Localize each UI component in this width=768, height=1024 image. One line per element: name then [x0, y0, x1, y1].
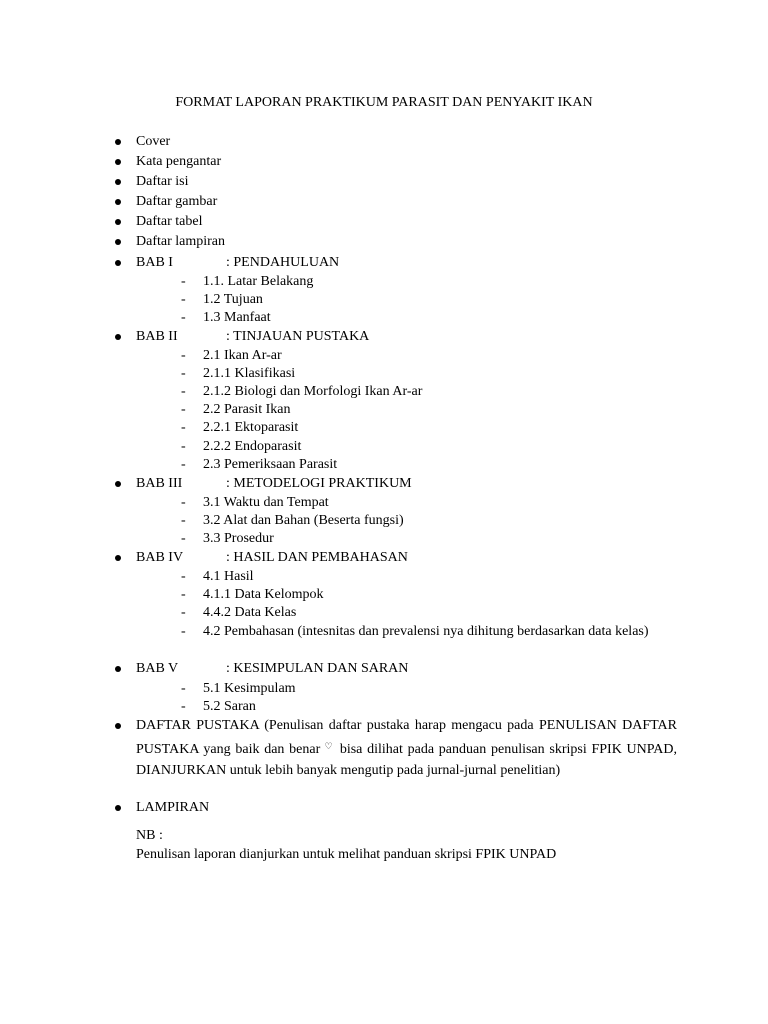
subsection-item: - 5.1 Kesimpulam	[181, 680, 296, 696]
list-item: Kata pengantar	[0, 152, 768, 172]
bullet-icon	[115, 723, 121, 729]
subsection-item: - 3.1 Waktu dan Tempat	[181, 494, 329, 510]
bullet-icon	[115, 219, 121, 225]
list-item: Daftar gambar	[0, 192, 768, 212]
subsection-item: - 4.1.1 Data Kelompok	[181, 587, 324, 603]
subsection-item: - 2.2 Parasit Ikan	[181, 402, 291, 418]
subsection-item: - 2.2.1 Ektoparasit	[181, 420, 299, 436]
bullet-icon	[115, 481, 121, 487]
list-item: Daftar lampiran	[0, 232, 768, 252]
list-item: Cover	[0, 132, 768, 152]
bullet-icon	[115, 139, 121, 145]
subsection-item: - 1.1. Latar Belakang	[181, 273, 314, 289]
bullet-icon	[115, 555, 121, 561]
chapter-heading: BAB III : METODELOGI PRAKTIKUM	[0, 474, 768, 494]
bullet-icon	[115, 179, 121, 185]
bullet-icon	[115, 239, 121, 245]
list-item: Daftar tabel	[0, 212, 768, 232]
nb-text: Penulisan laporan dianjurkan untuk melihat panduan skripsi FPIK UNPAD	[136, 847, 557, 862]
outline-list	[0, 132, 768, 818]
bullet-icon	[115, 260, 121, 266]
subsection-item: - 2.1.1 Klasifikasi	[181, 366, 296, 382]
heart-icon: ♡	[323, 741, 334, 752]
subsection-item: - 4.1 Hasil	[181, 569, 254, 585]
subsection-item: - 5.2 Saran	[181, 698, 256, 714]
subsection-item: - 2.2.2 Endoparasit	[181, 438, 302, 454]
document-title: FORMAT LAPORAN PRAKTIKUM PARASIT DAN PENYAKIT IKAN	[175, 95, 593, 110]
list-item: LAMPIRAN	[0, 798, 768, 818]
nb-label: NB :	[136, 828, 163, 843]
subsection-item: - 2.1 Ikan Ar-ar	[181, 348, 282, 364]
subsection-item: - 3.2 Alat dan Bahan (Beserta fungsi)	[181, 512, 404, 528]
subsection-item: - 2.1.2 Biologi dan Morfologi Ikan Ar-ar	[181, 384, 423, 400]
subsection-item: - 3.3 Prosedur	[181, 530, 274, 546]
daftar-pustaka-text: DAFTAR PUSTAKA (Penulisan daftar pustaka harap mengacu pada PENULISAN DAFTAR PUSTAKA yang baik dan benar ♡ bisa dilihat pada panduan penulisan skripsi FPIK UNPAD, DIANJURKAN untuk lebih banyak mengutip pada jurnal-jurnal penelitian)	[136, 717, 677, 778]
subsection-item: - 1.2 Tujuan	[181, 291, 263, 307]
list-item	[0, 716, 768, 798]
chapter-heading: BAB I : PENDAHULUAN	[0, 253, 768, 273]
chapter-heading: BAB II : TINJAUAN PUSTAKA	[0, 327, 768, 347]
chapter-heading: BAB IV : HASIL DAN PEMBAHASAN	[0, 548, 768, 568]
chapter-heading: BAB V : KESIMPULAN DAN SARAN	[0, 659, 768, 679]
bullet-icon	[115, 805, 121, 811]
list-item: Daftar isi	[0, 172, 768, 192]
subsection-item: - 4.4.2 Data Kelas	[181, 605, 297, 621]
subsection-item: - 1.3 Manfaat	[181, 309, 271, 325]
bullet-icon	[115, 334, 121, 340]
subsection-item: - 2.3 Pemeriksaan Parasit	[181, 456, 338, 472]
bullet-icon	[115, 666, 121, 672]
subsection-item: - 4.2 Pembahasan (intesnitas dan prevalensi nya dihitung berdasarkan data kelas)	[181, 624, 649, 640]
bullet-icon	[115, 159, 121, 165]
bullet-icon	[115, 199, 121, 205]
